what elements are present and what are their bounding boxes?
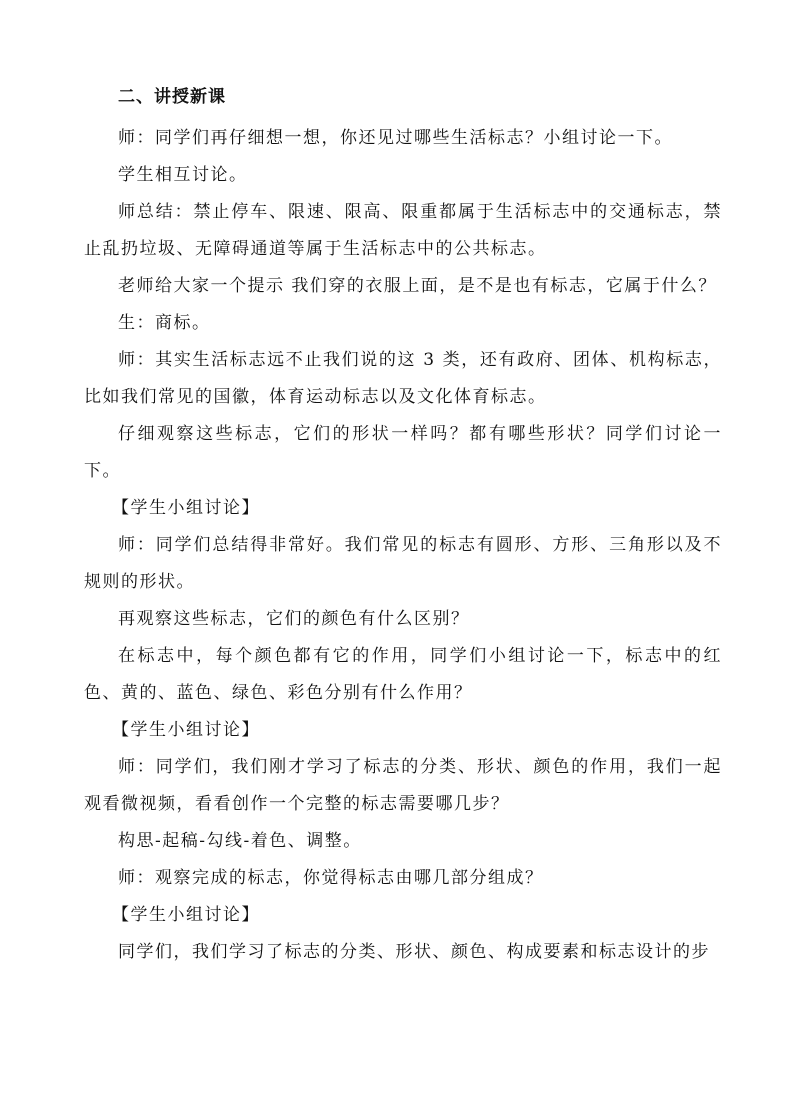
- paragraph-11: 在标志中，每个颜色都有它的作用，同学们小组讨论一下，标志中的红色、黄的、蓝色、绿色、彩色分别有什么作用？: [84, 646, 722, 703]
- section-heading: 二、讲授新课: [118, 87, 226, 107]
- paragraph-4: 老师给大家一个提示 我们穿的衣服上面，是不是也有标志，它属于什么？: [118, 276, 717, 296]
- paragraph-1: 师：同学们再仔细想一想，你还见过哪些生活标志？小组讨论一下。: [118, 128, 673, 148]
- paragraph-16: 【学生小组讨论】: [112, 905, 260, 925]
- paragraph-9: 师：同学们总结得非常好。我们常见的标志有圆形、方形、三角形以及不规则的形状。: [84, 535, 722, 592]
- paragraph-5: 生：商标。: [118, 313, 211, 333]
- paragraph-14: 构思-起稿-勾线-着色、调整。: [118, 831, 362, 851]
- paragraph-7: 仔细观察这些标志，它们的形状一样吗？都有哪些形状？同学们讨论一下。: [84, 424, 722, 481]
- paragraph-3: 师总结：禁止停车、限速、限高、限重都属于生活标志中的交通标志，禁止乱扔垃圾、无障碍通道等属于生活标志中的公共标志。: [84, 202, 722, 259]
- paragraph-10: 再观察这些标志，它们的颜色有什么区别？: [118, 609, 470, 629]
- paragraph-6: 师：其实生活标志远不止我们说的这 3 类，还有政府、团体、机构标志，比如我们常见的国徽，体育运动标志以及文化体育标志。: [84, 350, 722, 407]
- paragraph-8: 【学生小组讨论】: [112, 498, 260, 518]
- paragraph-17: 同学们，我们学习了标志的分类、形状、颜色、构成要素和标志设计的步: [118, 942, 710, 962]
- paragraph-12: 【学生小组讨论】: [112, 720, 260, 740]
- paragraph-13: 师：同学们，我们刚才学习了标志的分类、形状、颜色的作用，我们一起观看微视频，看看创作一个完整的标志需要哪几步？: [84, 757, 722, 814]
- document-body: [84, 82, 722, 971]
- paragraph-2: 学生相互讨论。: [118, 165, 248, 185]
- paragraph-15: 师：观察完成的标志，你觉得标志由哪几部分组成？: [118, 868, 544, 888]
